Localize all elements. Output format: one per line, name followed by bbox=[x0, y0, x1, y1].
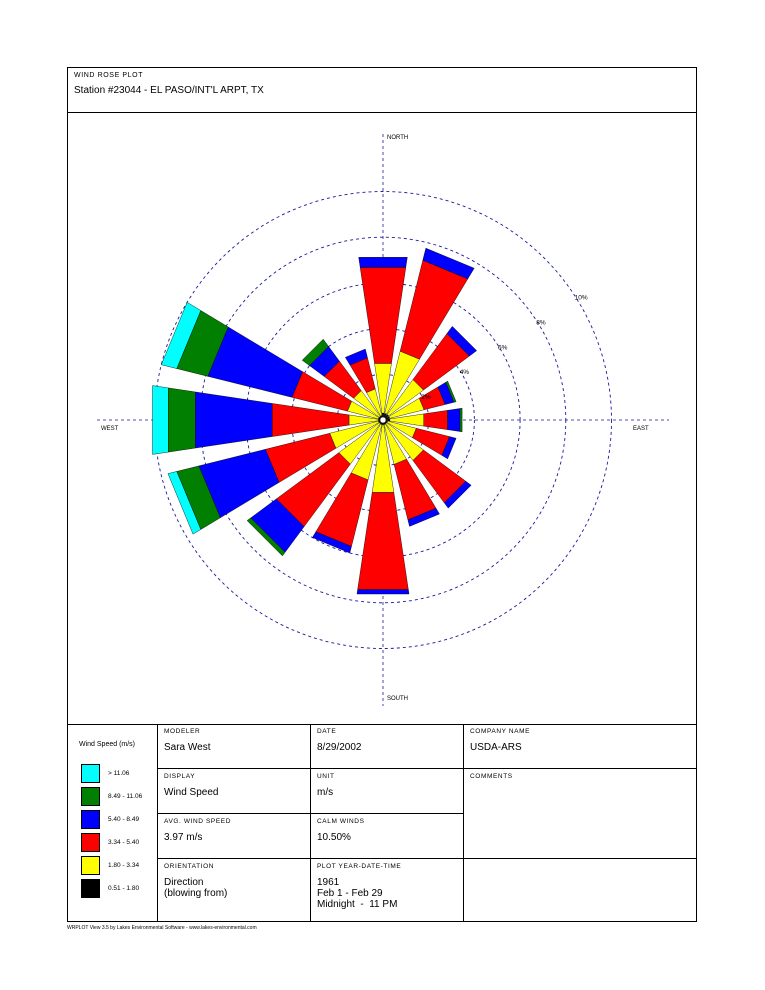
comments-label: COMMENTS bbox=[470, 773, 513, 780]
legend-panel bbox=[68, 724, 158, 921]
plot-period-value bbox=[317, 877, 397, 910]
date-label: DATE bbox=[317, 728, 337, 735]
date-cell bbox=[311, 724, 464, 769]
ring-label-6-percent: 6% bbox=[498, 344, 508, 352]
display-cell bbox=[158, 769, 311, 814]
calm-winds-value: 10.50% bbox=[317, 832, 351, 843]
petal-segment-e-bin-4 bbox=[460, 408, 462, 432]
legend-swatch-3-34-5-40 bbox=[81, 833, 100, 852]
compass-label-east: EAST bbox=[633, 426, 649, 432]
petal-e bbox=[383, 408, 462, 432]
modeler-cell bbox=[158, 724, 311, 769]
unit-cell bbox=[311, 769, 464, 814]
petal-segment-n-bin-3 bbox=[359, 257, 408, 267]
orientation-line-2: (blowing from) bbox=[164, 888, 228, 899]
modeler-value: Sara West bbox=[164, 742, 211, 753]
plot-year: 1961 bbox=[317, 877, 340, 888]
station-title: Station #23044 - EL PASO/INT'L ARPT, TX bbox=[74, 85, 264, 96]
ring-label-8-percent: 8% bbox=[536, 319, 546, 327]
unit-value: m/s bbox=[317, 787, 334, 798]
legend-swatch-1-80-3-34 bbox=[81, 856, 100, 875]
legend-swatch-5-40-8-49 bbox=[81, 810, 100, 829]
company-label: COMPANY NAME bbox=[470, 728, 531, 735]
calm-center bbox=[380, 417, 386, 423]
plot-date-range: Feb 1 - Feb 29 bbox=[317, 888, 383, 899]
wind-petals bbox=[152, 248, 476, 594]
petal-segment-e-bin-3 bbox=[447, 409, 459, 432]
petal-segment-w-bin-4 bbox=[168, 388, 195, 452]
plot-type-label: WIND ROSE PLOT bbox=[74, 72, 144, 79]
avg-wind-value: 3.97 m/s bbox=[164, 832, 203, 843]
petal-n bbox=[359, 257, 408, 420]
company-cell bbox=[464, 724, 696, 769]
report-header bbox=[68, 68, 696, 113]
software-credit: WRPLOT View 3.5 by Lakes Environmental Software - www.lakes-environmental.com bbox=[67, 925, 257, 931]
legend-label-5-40-8-49: 5.40 - 8.49 bbox=[108, 816, 140, 823]
unit-label: UNIT bbox=[317, 773, 335, 780]
legend-swatch-0-51-1-80 bbox=[81, 879, 100, 898]
calm-winds-label: CALM WINDS bbox=[317, 818, 365, 825]
plot-period-cell bbox=[311, 859, 464, 921]
avg-wind-label: AVG. WIND SPEED bbox=[164, 818, 232, 825]
plot-period-label: PLOT YEAR-DATE-TIME bbox=[317, 863, 402, 870]
avg-wind-cell bbox=[158, 814, 311, 859]
orientation-label: ORIENTATION bbox=[164, 863, 215, 870]
ring-label-2-percent: 2% bbox=[421, 394, 431, 402]
ring-label-10-percent: 10% bbox=[574, 294, 588, 302]
legend-label-1-80-3-34: 1.80 - 3.34 bbox=[108, 862, 140, 869]
plot-time-range: Midnight - 11 PM bbox=[317, 899, 398, 910]
orientation-line-1: Direction bbox=[164, 877, 204, 888]
company-value: USDA-ARS bbox=[470, 742, 522, 753]
calm-winds-cell bbox=[311, 814, 464, 859]
display-label: DISPLAY bbox=[164, 773, 196, 780]
compass-label-south: SOUTH bbox=[387, 696, 408, 702]
orientation-cell bbox=[158, 859, 311, 921]
legend-label-3-34-5-40: 3.34 - 5.40 bbox=[108, 839, 140, 846]
petal-segment-w-bin-5 bbox=[152, 386, 168, 455]
ring-label-4-percent: 4% bbox=[459, 369, 470, 377]
date-value: 8/29/2002 bbox=[317, 742, 362, 753]
compass-label-north: NORTH bbox=[387, 135, 409, 141]
petal-segment-n-bin-2 bbox=[360, 267, 406, 363]
petal-w bbox=[152, 386, 383, 455]
legend-title: Wind Speed (m/s) bbox=[79, 741, 136, 748]
wind-rose-plot-area bbox=[68, 112, 696, 725]
legend-swatch-gt-11-06 bbox=[81, 764, 100, 783]
compass-label-west: WEST bbox=[101, 426, 119, 432]
legend-label-8-49-11-06: 8.49 - 11.06 bbox=[108, 793, 143, 800]
petal-segment-w-bin-3 bbox=[195, 392, 272, 448]
display-value: Wind Speed bbox=[164, 787, 219, 798]
petal-segment-s-bin-3 bbox=[357, 589, 409, 594]
legend-label-0-51-1-80: 0.51 - 1.80 bbox=[108, 885, 140, 892]
comments-cell bbox=[464, 769, 696, 859]
blank-cell bbox=[464, 859, 696, 921]
petal-segment-e-bin-2 bbox=[424, 410, 448, 429]
petal-s bbox=[357, 420, 409, 594]
wind-rose-chart bbox=[68, 112, 696, 724]
legend-swatch-8-49-11-06 bbox=[81, 787, 100, 806]
legend-label-gt-11-06: > 11.06 bbox=[108, 770, 130, 777]
orientation-value bbox=[164, 877, 227, 899]
modeler-label: MODELER bbox=[164, 728, 201, 735]
petal-segment-s-bin-2 bbox=[358, 492, 409, 589]
wind-rose-report bbox=[67, 67, 697, 922]
